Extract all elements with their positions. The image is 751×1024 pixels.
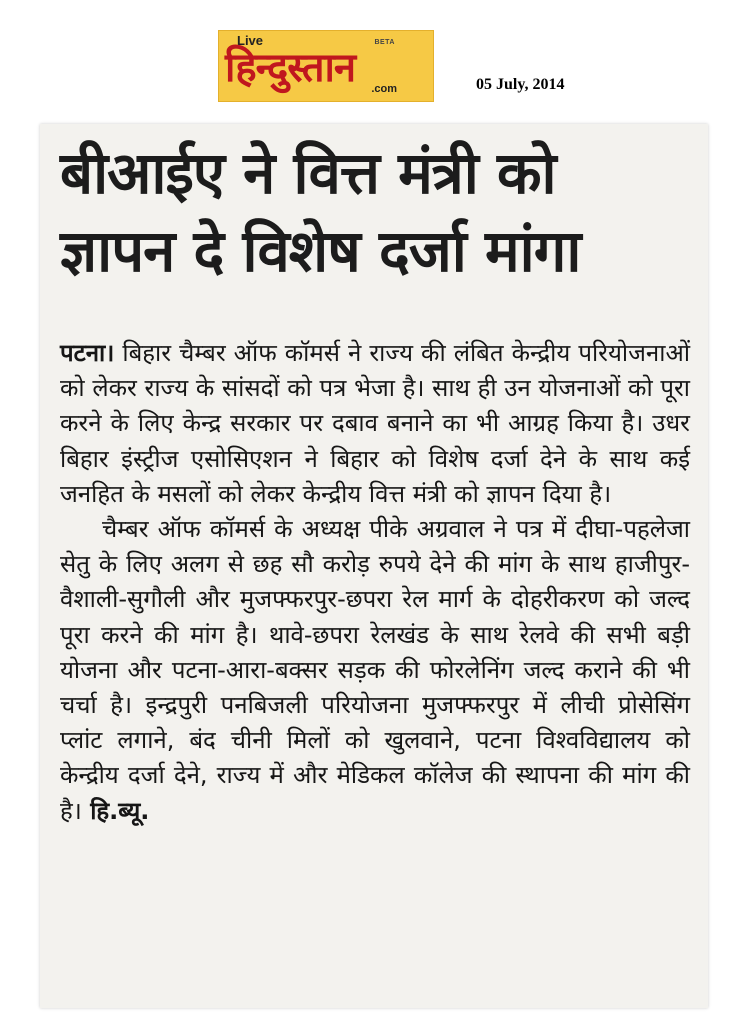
byline: हि.ब्यू.	[81, 796, 150, 825]
dateline: पटना।	[60, 339, 115, 367]
logo-beta-tag: BETA	[374, 39, 395, 46]
article-headline	[60, 134, 660, 290]
headline-line-2: ज्ञापन दे विशेष दर्जा मांगा	[60, 217, 581, 285]
headline-line-1: बीआईए ने वित्त मंत्री को	[60, 139, 556, 207]
logo-live-text: Live	[237, 33, 264, 48]
paragraph-2-text: चैम्बर ऑफ कॉमर्स के अध्यक्ष पीके अग्रवाल ने पत्र में दीघा-पहलेजा सेतु के लिए अलग से छह सौ करोड़ रुपये देने की मांग के साथ हाजीपुर-वैशाली-सुगौली और मुजफ्फरपुर-छपरा रेल मार्ग के दोहरीकरण को जल्द पूरा करने की मांग है। थावे-छपरा रेलखंड के साथ रेलवे की सभी बड़ी योजना और पटना-आरा-बक्सर सड़क की फोरलेनिंग जल्द कराने की भी चर्चा है। इन्द्रपुरी पनबिजली परियोजना मुजफ्फरपुर में लीची प्रोसेसिंग प्लांट लगाने, बंद चीनी मिलों को खुलवाने, पटना विश्वविद्यालय को केन्द्रीय दर्जा देने, राज्य में और मेडिकल कॉलेज की स्थापना की मांग की है।	[60, 515, 690, 825]
article-paragraph-1	[60, 336, 690, 512]
publication-date: 05 July, 2014	[476, 76, 565, 93]
article-body	[60, 336, 690, 829]
logo-wordmark: हिन्दुस्तान	[225, 45, 356, 91]
paragraph-1-text: बिहार चैम्बर ऑफ कॉमर्स ने राज्य की लंबित केन्द्रीय परियोजनाओं को लेकर राज्य के सांसदों को पत्र भेजा है। साथ ही उन योजनाओं को पूरा करने के लिए केन्द्र सरकार पर दबाव बनाने का भी आग्रह किया है। उधर बिहार इंस्ट्रीज एसोसिएशन ने बिहार को विशेष दर्जा देने के साथ कई जनहित के मसलों को लेकर केन्द्रीय वित्त मंत्री को ज्ञापन दिया है।	[60, 339, 690, 508]
logo-domain: .com	[371, 83, 397, 95]
newspaper-logo	[218, 30, 434, 102]
article-paragraph-2	[60, 512, 690, 829]
